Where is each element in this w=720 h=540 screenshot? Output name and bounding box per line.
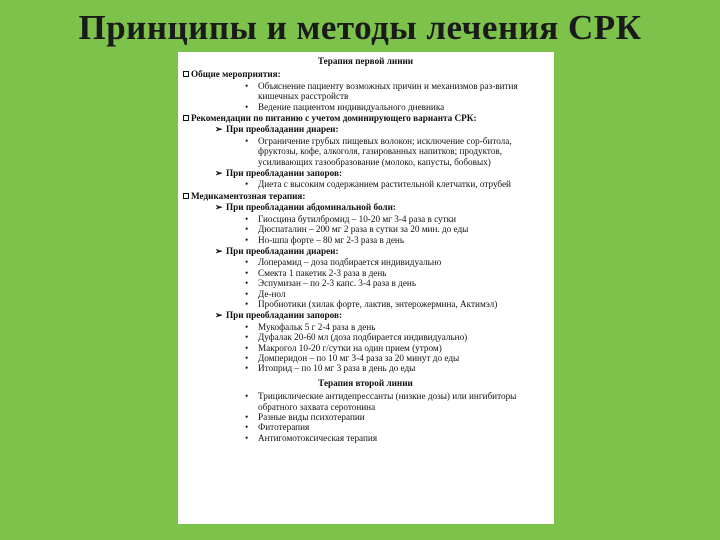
square-bullet-icon: [183, 115, 189, 121]
nutrition-constipation-list: [245, 179, 548, 189]
bullet-icon: •: [245, 363, 249, 374]
drug-pain-sub: ➢ При преобладании абдоминальной боли:: [215, 202, 396, 213]
list-item: • Домперидон – по 10 мг 3-4 раза за 20 минут до еды: [245, 352, 460, 363]
list-item: • Макрогол 10-20 г/сутки на один прием (утром): [245, 342, 442, 353]
bullet-icon: •: [245, 391, 249, 402]
list-item: • Мукофальк 5 г 2-4 раза в день: [245, 321, 376, 332]
bullet-icon: •: [245, 101, 249, 112]
bullet-icon: •: [245, 213, 249, 224]
bullet-icon: •: [245, 332, 249, 343]
drug-therapy-label: Медикаментозная терапия:: [191, 190, 306, 201]
nutrition-item: [183, 113, 548, 123]
bullet-icon: •: [245, 352, 249, 363]
bullet-icon: •: [245, 422, 249, 433]
list-item: • Смекта 1 пакетик 2-3 раза в день: [245, 267, 387, 278]
bullet-icon: •: [245, 278, 249, 289]
list-item: • Ведение пациентом индивидуального дневника: [245, 101, 445, 112]
drug-diarrhea-sub: ➢ При преобладании диареи:: [215, 245, 339, 256]
bullet-icon: •: [245, 80, 249, 91]
drug-pain-list: [245, 214, 548, 245]
drug-constipation-list: [245, 322, 548, 374]
bullet-icon: •: [245, 224, 249, 235]
general-measures-item: [183, 69, 548, 79]
bullet-icon: •: [245, 179, 249, 190]
bullet-icon: •: [245, 321, 249, 332]
bullet-icon: •: [245, 135, 249, 146]
list-item: • Разные виды психотерапии: [245, 412, 365, 422]
bullet-icon: •: [245, 432, 249, 443]
list-item: • Ограничение грубых пищевых волокон; исключение сор-битола, фруктозы, кофе, алкоголя, газированных напитков; продуктов, усиливающих газообразование (молоко, капусты, бобовых): [245, 135, 512, 167]
arrow-bullet-icon: ➢: [215, 124, 223, 135]
list-item: • Но-шпа форте – 80 мг 2-3 раза в день: [245, 234, 405, 245]
document-scan: [178, 52, 554, 524]
list-item: • Де-нол: [245, 288, 286, 299]
arrow-bullet-icon: ➢: [215, 202, 223, 213]
general-measures-list: [245, 81, 548, 112]
second-line-heading: Терапия второй линии: [318, 377, 413, 388]
drug-constipation-sub: ➢ При преобладании запоров:: [215, 310, 343, 321]
bullet-icon: •: [245, 342, 249, 353]
list-item: • Дюспаталин – 200 мг 2 раза в сутки за 20 мин. до еды: [245, 224, 469, 235]
list-item: • Диета с высоким содержанием растительной клетчатки, отрубей: [245, 179, 511, 190]
slide-title: Принципы и методы лечения СРК: [78, 8, 642, 47]
list-item: • Гиосцина бутилбромид – 10-20 мг 3-4 раза в сутки: [245, 213, 457, 224]
list-item: • Трициклические антидепрессанты (низкие дозы) или ингибиторы обратного захвата серотонина: [245, 391, 517, 412]
drug-diarrhea-list: [245, 257, 548, 309]
bullet-icon: •: [245, 288, 249, 299]
first-line-heading: Терапия первой линии: [317, 56, 414, 66]
nutrition-diarrhea-list: [245, 136, 548, 167]
list-item: • Итоприд – по 10 мг 3 раза в день до еды: [245, 363, 416, 374]
list-item: • Дуфалак 20-60 мл (доза подбирается индивидуально): [245, 332, 468, 343]
bullet-icon: •: [245, 267, 249, 278]
second-line-list: [245, 391, 548, 443]
square-bullet-icon: [183, 193, 189, 199]
bullet-icon: •: [245, 412, 249, 422]
square-bullet-icon: [183, 71, 189, 77]
list-item: • Фитотерапия: [245, 422, 310, 433]
list-item: • Объяснение пациенту возможных причин и механизмов раз-вития кишечных расстройств: [245, 80, 518, 102]
list-item: • Лоперамид – доза подбирается индивидуально: [245, 257, 442, 268]
list-item: • Эспумизан – по 2-3 капс. 3-4 раза в день: [245, 278, 417, 289]
general-measures-label: Общие мероприятия:: [191, 69, 281, 80]
arrow-bullet-icon: ➢: [215, 245, 223, 256]
bullet-icon: •: [245, 257, 249, 268]
bullet-icon: •: [245, 234, 249, 245]
nutrition-diarrhea-sub: ➢ При преобладании диареи:: [215, 124, 339, 135]
list-item: • Пробиотики (хилак форте, лактив, энтерожермина, Актимэл): [245, 298, 498, 309]
arrow-bullet-icon: ➢: [215, 168, 223, 179]
drug-therapy-item: [183, 191, 548, 201]
list-item: • Антигомотоксическая терапия: [245, 432, 378, 443]
arrow-bullet-icon: ➢: [215, 310, 223, 321]
nutrition-constipation-sub: ➢ При преобладании запоров:: [215, 168, 343, 179]
bullet-icon: •: [245, 298, 249, 309]
nutrition-label: Рекомендации по питанию с учетом доминирующего варианта СРК:: [191, 113, 477, 124]
